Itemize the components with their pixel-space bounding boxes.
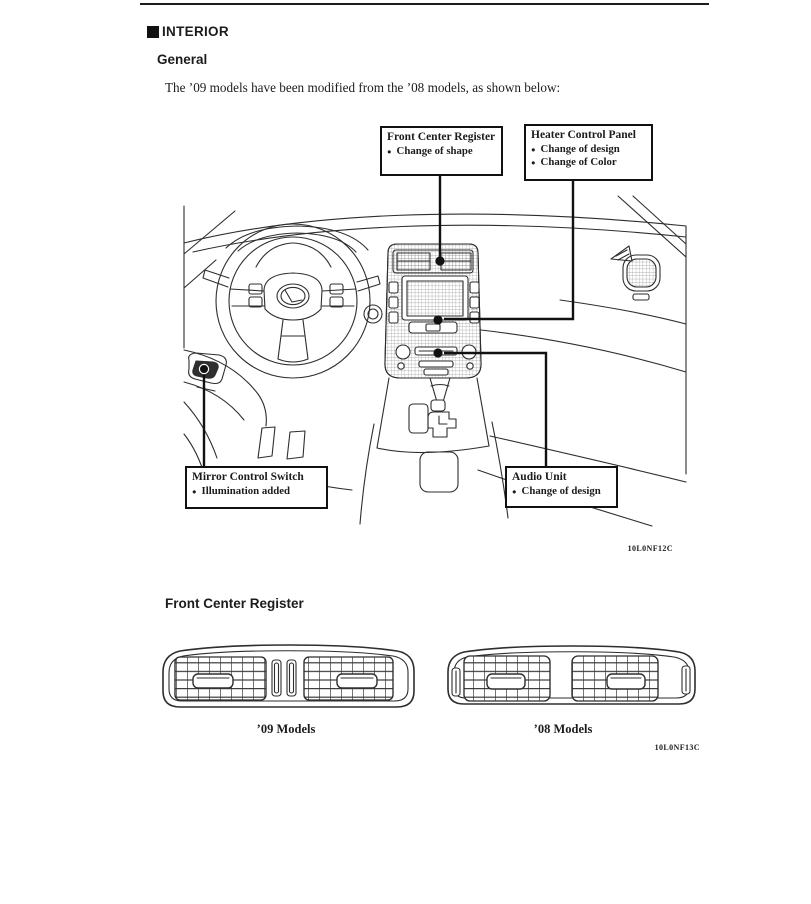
callout-bullet-text: Change of design [521,484,601,497]
callout-bullet [531,156,646,169]
callout-title: Front Center Register [387,131,496,143]
callout-bullet [531,143,646,156]
section-title: INTERIOR [162,24,229,39]
bullet-icon: ● [531,144,536,154]
section-square-marker [147,26,159,38]
general-heading: General [157,52,208,67]
callout-bullet-text: Illumination added [201,484,291,497]
callout-title: Heater Control Panel [531,129,636,141]
label-09-models: ’09 Models [256,722,316,736]
register-heading: Front Center Register [165,596,304,611]
callout-heater-control-panel [524,124,653,181]
callout-bullet [512,485,611,498]
callout-mirror-control-switch [185,466,328,509]
callout-bullet-text: Change of Color [540,155,617,168]
bullet-icon: ● [531,157,536,167]
callout-bullet-text: Change of design [540,142,620,155]
callout-bullet-text: Change of shape [396,144,473,157]
figure-code-register: 10L0NF13C [654,743,700,752]
vent-09-illustration [163,645,414,707]
label-08-models: ’08 Models [533,722,593,736]
lexus-logo-icon [277,284,309,308]
callout-front-center-register [380,126,503,176]
bullet-icon: ● [512,486,517,496]
bullet-icon: ● [387,146,392,156]
intro-text: The ’09 models have been modified from the ’08 models, as shown below: [165,80,561,95]
callout-bullet [387,145,496,158]
callout-title: Mirror Control Switch [192,471,304,483]
callout-title: Audio Unit [512,471,567,483]
section-header [147,24,229,39]
callout-bullet [192,485,321,498]
bullet-icon: ● [192,486,197,496]
figure-code-dashboard: 10L0NF12C [627,544,673,553]
callout-audio-unit [505,466,618,508]
vent-08-illustration [448,646,695,704]
